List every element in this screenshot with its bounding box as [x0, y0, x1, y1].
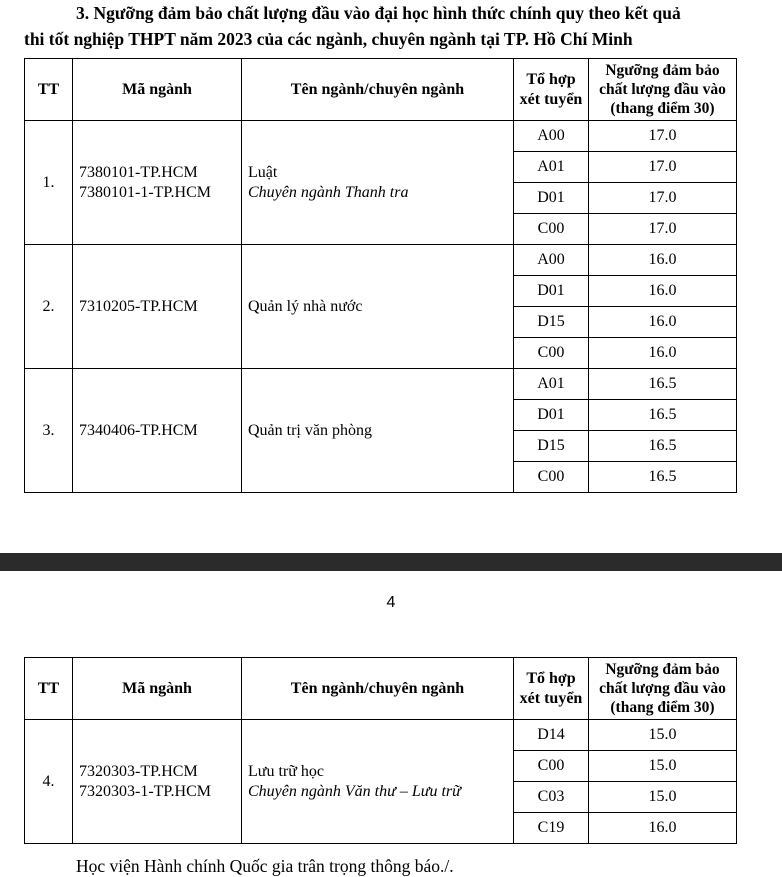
major-name-cell — [242, 720, 514, 844]
threshold-score: 16.0 — [589, 245, 737, 276]
row-number: 3. — [25, 369, 73, 493]
threshold-header-line-3: (thang điểm 30) — [610, 699, 715, 716]
major-name: Quản trị văn phòng — [248, 421, 372, 439]
major-name: Lưu trữ học — [248, 762, 324, 780]
combination-code: D14 — [514, 720, 589, 751]
major-code: 7320303-TP.HCM — [79, 762, 198, 780]
row-number: 4. — [25, 720, 73, 844]
heading-line-2: thi tốt nghiệp THPT năm 2023 của các ngành, chuyên ngành tại TP. Hồ Chí Minh — [24, 29, 633, 49]
combination-code: D15 — [514, 307, 589, 338]
threshold-score: 16.0 — [589, 276, 737, 307]
threshold-header-line-3: (thang điểm 30) — [610, 100, 715, 117]
threshold-score: 16.5 — [589, 431, 737, 462]
threshold-header-line-2: chất lượng đầu vào — [599, 81, 726, 98]
threshold-score: 15.0 — [589, 720, 737, 751]
major-code: 7310205-TP.HCM — [79, 297, 198, 315]
threshold-score: 16.0 — [589, 813, 737, 844]
col-header-tt: TT — [25, 658, 73, 720]
table-row — [25, 720, 737, 751]
col-header-major-code: Mã ngành — [73, 59, 242, 121]
combination-code: D01 — [514, 276, 589, 307]
page-break-band — [0, 553, 782, 571]
threshold-score: 16.5 — [589, 369, 737, 400]
major-code: 7340406-TP.HCM — [79, 421, 198, 439]
row-number: 1. — [25, 121, 73, 245]
closing-note: Học viện Hành chính Quốc gia trân trọng thông báo./. — [76, 856, 454, 876]
threshold-score: 16.5 — [589, 462, 737, 493]
combination-header-line-2: xét tuyển — [519, 689, 583, 707]
threshold-header-line-2: chất lượng đầu vào — [599, 680, 726, 697]
col-header-combination — [514, 59, 589, 121]
major-code: 7380101-TP.HCM — [79, 163, 198, 181]
combination-code: C19 — [514, 813, 589, 844]
specialization-name: Chuyên ngành Thanh tra — [248, 183, 409, 201]
combination-code: C03 — [514, 782, 589, 813]
major-code-cell — [73, 720, 242, 844]
page-number: 4 — [386, 594, 396, 611]
threshold-score: 15.0 — [589, 751, 737, 782]
combination-code: A01 — [514, 152, 589, 183]
table-row — [25, 245, 737, 276]
threshold-score: 17.0 — [589, 183, 737, 214]
threshold-score: 17.0 — [589, 152, 737, 183]
threshold-score: 17.0 — [589, 121, 737, 152]
threshold-table-hcm — [24, 58, 737, 493]
threshold-score: 17.0 — [589, 214, 737, 245]
major-name-cell — [242, 369, 514, 493]
major-name-cell — [242, 245, 514, 369]
specialization-code: 7380101-1-TP.HCM — [79, 183, 212, 201]
threshold-score: 15.0 — [589, 782, 737, 813]
specialization-name: Chuyên ngành Văn thư – Lưu trữ — [248, 782, 461, 800]
col-header-major-code: Mã ngành — [73, 658, 242, 720]
threshold-score: 16.5 — [589, 400, 737, 431]
major-code-cell — [73, 245, 242, 369]
major-code-cell — [73, 369, 242, 493]
major-name-cell — [242, 121, 514, 245]
combination-header-line-1: Tổ hợp — [526, 70, 576, 88]
combination-code: D01 — [514, 400, 589, 431]
specialization-code: 7320303-1-TP.HCM — [79, 782, 212, 800]
combination-header-line-1: Tổ hợp — [526, 669, 576, 687]
major-name: Quản lý nhà nước — [248, 297, 363, 315]
col-header-major-name: Tên ngành/chuyên ngành — [242, 59, 514, 121]
col-header-tt: TT — [25, 59, 73, 121]
combination-code: D15 — [514, 431, 589, 462]
row-number: 2. — [25, 245, 73, 369]
combination-header-line-2: xét tuyển — [519, 90, 583, 108]
combination-code: C00 — [514, 751, 589, 782]
col-header-threshold — [589, 658, 737, 720]
threshold-score: 16.0 — [589, 307, 737, 338]
threshold-score: 16.0 — [589, 338, 737, 369]
major-code-cell — [73, 121, 242, 245]
combination-code: C00 — [514, 214, 589, 245]
combination-code: A00 — [514, 121, 589, 152]
threshold-header-line-1: Ngưỡng đảm bảo — [605, 62, 720, 79]
major-name: Luật — [248, 163, 278, 181]
col-header-combination — [514, 658, 589, 720]
combination-code: C00 — [514, 462, 589, 493]
col-header-threshold — [589, 59, 737, 121]
combination-code: A00 — [514, 245, 589, 276]
table-row — [25, 121, 737, 152]
col-header-major-name: Tên ngành/chuyên ngành — [242, 658, 514, 720]
table-header-row — [25, 658, 737, 720]
combination-code: A01 — [514, 369, 589, 400]
heading-line-1: 3. Ngưỡng đảm bảo chất lượng đầu vào đại học hình thức chính quy theo kết quả — [76, 3, 681, 23]
threshold-table-hcm-continued — [24, 657, 737, 844]
section-heading — [24, 0, 764, 52]
combination-code: D01 — [514, 183, 589, 214]
threshold-header-line-1: Ngưỡng đảm bảo — [605, 661, 720, 678]
table-header-row — [25, 59, 737, 121]
table-row — [25, 369, 737, 400]
combination-code: C00 — [514, 338, 589, 369]
